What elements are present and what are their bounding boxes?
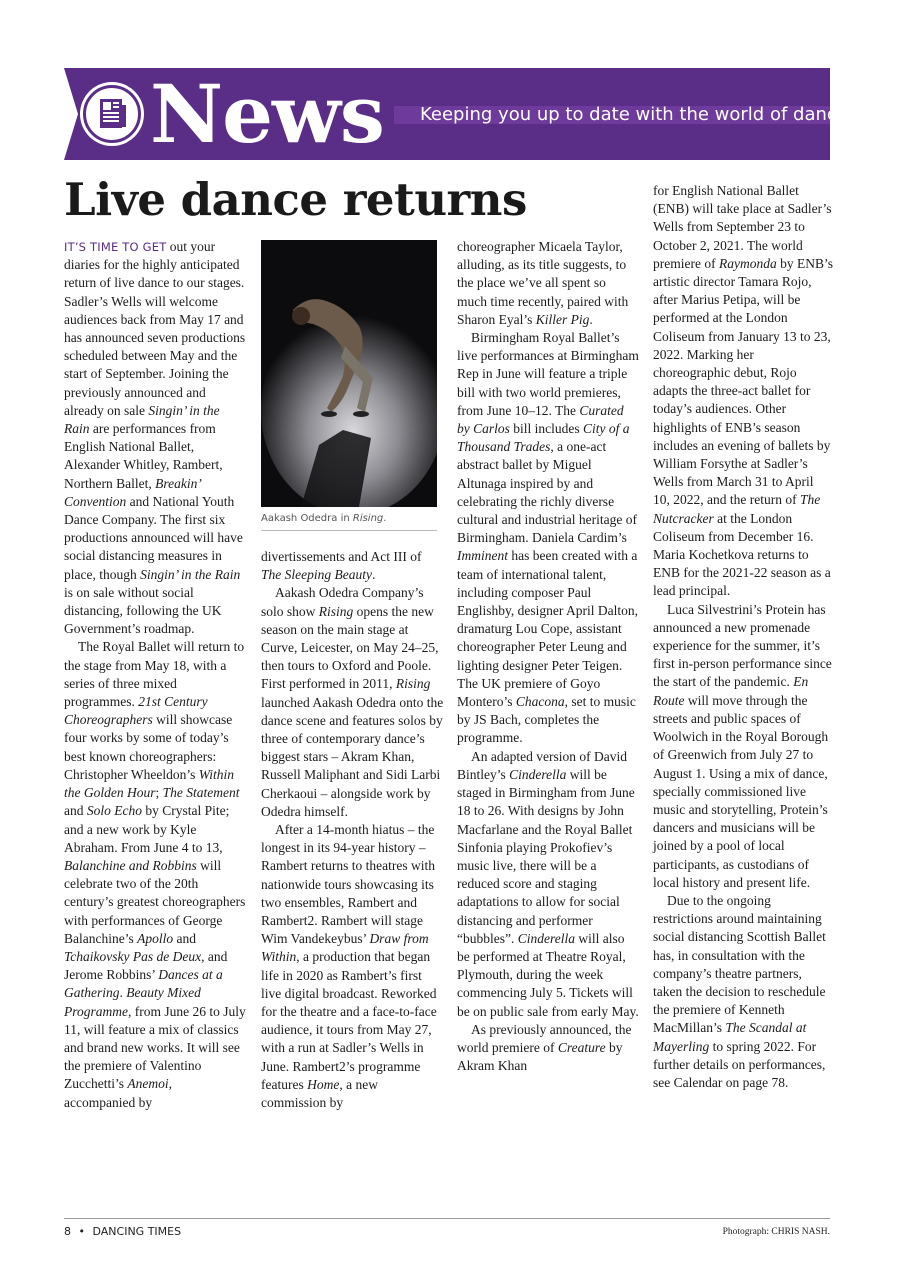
paragraph: Luca Silvestrini’s Protein has announced a new promenade experience for the summer, it’s first in-person performance since the start of the pandemic. En Route will move through the streets and public spaces of Woolwich in the Royal Borough of Greenwich from July 27 to August 1. Using a mix of dance, specially commissioned live music and storytelling, Protein’s dancers and musicians will be joined by a pool of local participants, as custodians of local history and present life. — [653, 601, 832, 890]
paragraph: divertissements and Act III of The Sleeping Beauty. — [261, 549, 422, 583]
caption-divider — [261, 530, 437, 531]
article-column-2 — [261, 548, 445, 1112]
footer-bullet: • — [78, 1225, 85, 1238]
dancer-photo — [261, 240, 437, 507]
paragraph: IT’S TIME TO GET out your diaries for the highly anticipated return of live dance to our stages. Sadler’s Wells will welcome audiences back from May 17 and has announced seven productions scheduled between May and the start of September. Joining the previously announced and already on sale Singin’ in the Rain are performances from English National Ballet, Alexander Whitley, Rambert, Northern Ballet, Breakin’ Convention and National Youth Dance Company. The first six productions announced will have social distancing measures in place, though Singin’ in the Rain is on sale without social distancing, following the UK Government’s roadmap. — [64, 239, 246, 637]
banner-tagline: Keeping you up to date with the world of dance — [420, 104, 848, 125]
news-banner — [64, 67, 848, 161]
article-column-4 — [653, 182, 833, 1092]
paragraph: Aakash Odedra Company’s solo show Rising opens the new season on the main stage at Curve, Leicester, on May 24–25, then tours to Oxford and Poole. First performed in 2011, Rising launched Aakash Odedra onto the dance scene and features solos by three of contemporary dance’s biggest stars – Akram Khan, Russell Maliphant and Sidi Larbi Cherkaoui – alongside work by Odedra himself. — [261, 585, 444, 819]
paragraph: Birmingham Royal Ballet’s live performances at Birmingham Rep in June will feature a triple bill with two world premieres, from June 10–12. The Curated by Carlos bill includes City of a Thousand Trades, a one-act abstract ballet by Miguel Altunaga inspired by and celebrating the richly diverse cultural and industrial heritage of Birmingham. Daniela Cardim’s Imminent has been created with a team of international talent, including composer Paul Englishby, designer April Dalton, dramaturg Lou Cope, assistant choreographer Peter Leung and lighting designer Peter Teigen. The UK premiere of Goyo Montero’s Chacona, set to music by JS Bach, completes the programme. — [457, 330, 639, 746]
page-footer — [64, 1225, 181, 1238]
caption-title: Rising — [352, 513, 384, 524]
article-headline: Live dance returns — [64, 173, 527, 226]
newspaper-icon — [83, 85, 141, 143]
paragraph: for English National Ballet (ENB) will take place at Sadler’s Wells from September 23 to October 2, 2021. The world premiere of Raymonda by ENB’s artistic director Tamara Rojo, after Marius Petipa, will be performed at the London Coliseum from January 13 to 23, 2022. Marking her choreographic debut, Rojo adapts the three-act ballet for today’s audiences. Other highlights of ENB’s season includes an evening of ballets by William Forsythe at Sadler’s Wells from March 31 to April 10, 2022, and the return of The Nutcracker at the London Coliseum from December 16. Maria Kochetkova returns to ENB for the 2021-22 season as a lead principal. — [653, 183, 833, 599]
footer-divider — [64, 1218, 830, 1219]
lead-in: IT’S TIME TO GET — [64, 240, 167, 254]
photo-caption — [261, 512, 437, 526]
caption-text: Aakash Odedra in — [261, 513, 353, 524]
paragraph: The Royal Ballet will return to the stage from May 18, with a series of three mixed programmes. 21st Century Choreographers will showcase four works by some of today’s best known choreographers: Christopher Wheeldon’s Within the Golden Hour; The Statement and Solo Echo by Crystal Pite; and a new work by Kyle Abraham. From June 4 to 13, Balanchine and Robbins will celebrate two of the 20th century’s greatest choreographers with performances of George Balanchine’s Apollo and Tchaikovsky Pas de Deux, and Jerome Robbins’ Dances at a Gathering. Beauty Mixed Programme, from June 26 to July 11, will feature a mix of classics and brand new works. It will see the premiere of Valentino Zucchetti’s Anemoi, accompanied by — [64, 639, 246, 1110]
banner-title: News — [150, 67, 384, 161]
paragraph: Due to the ongoing restrictions around maintaining social distancing Scottish Ballet has, in consultation with the company’s theatre partners, taken the decision to reschedule the premiere of Kenneth MacMillan’s The Scandal at Mayerling to spring 2022. For further details on performances, see Calendar on page 78. — [653, 892, 826, 1090]
article-column-1 — [64, 238, 246, 1112]
publication-name: DANCING TIMES — [92, 1225, 182, 1238]
paragraph: choreographer Micaela Taylor, alluding, as its title suggests, to the place we’ve all spent so much time recently, paired with Sharon Eyal’s Killer Pig. — [457, 239, 629, 327]
paragraph: As previously announced, the world premiere of Creature by Akram Khan — [457, 1021, 632, 1074]
article-column-3 — [457, 238, 639, 1075]
paragraph: An adapted version of David Bintley’s Cinderella will be staged in Birmingham from June 18 to 26. With designs by John Macfarlane and the Royal Ballet Sinfonia playing Prokofiev’s music live, there will be a reduced score and staging adaptations to allow for social distancing and performer “bubbles”. Cinderella will also be performed at Theatre Royal, Plymouth, during the week commencing July 5. Tickets will be on public sale from early May. — [457, 748, 639, 1019]
banner-notch — [64, 68, 78, 160]
caption-period: . — [383, 513, 387, 524]
page-number: 8 — [64, 1225, 71, 1238]
paragraph: After a 14-month hiatus – the longest in its 94-year history – Rambert returns to theatres with nationwide tours showcasing its two ensembles, Rambert and Rambert2. Rambert will stage Wim Vandekeybus’ Draw from Within, a production that began life in 2020 as Rambert’s first live digital broadcast. Reworked for the theatre and a face-to-face audience, it tours from May 27, with a run at Sadler’s Wells in June. Rambert2’s programme features Home, a new commission by — [261, 822, 437, 1111]
photo-credit: Photograph: CHRIS NASH. — [722, 1227, 830, 1237]
